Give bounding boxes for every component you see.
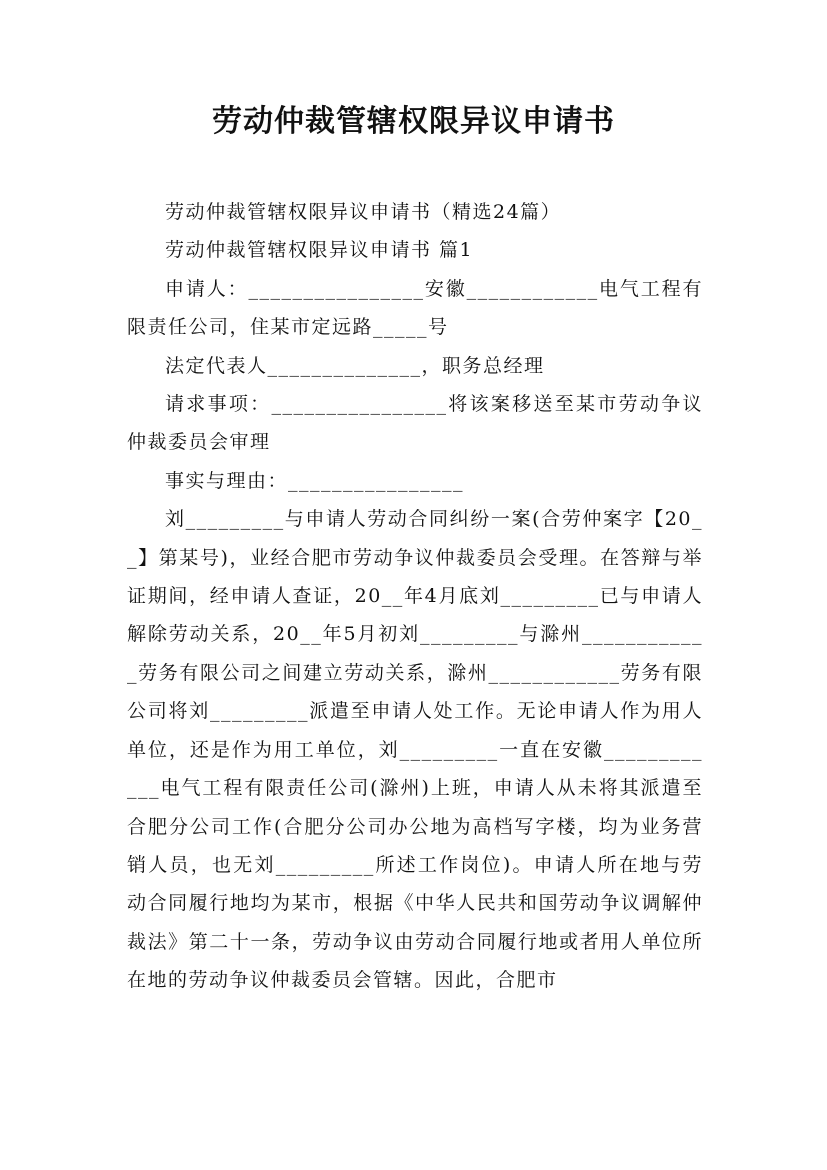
facts-heading-paragraph: 事实与理由：________________	[165, 469, 465, 492]
legal-representative-paragraph: 法定代表人______________，职务总经理	[165, 354, 545, 377]
document-body	[127, 193, 703, 1000]
document-title: 劳动仲裁管辖权限异议申请书	[212, 104, 615, 139]
document-subtitle: 劳动仲裁管辖权限异议申请书（精选24篇）	[165, 201, 562, 223]
request-paragraph: 请求事项：________________将该案移送至某市劳动争议仲裁委员会审理	[127, 393, 703, 454]
section-heading: 劳动仲裁管辖权限异议申请书 篇1	[165, 239, 474, 262]
applicant-paragraph: 申请人：________________安徽____________电气工程有限责任公司，住某市定远路_____号	[127, 277, 703, 339]
facts-body-paragraph: 刘_________与申请人劳动合同纠纷一案(合劳仲案字【20__】第某号)，业经合肥市劳动争议仲裁委员会受理。在答辩与举证期间，经申请人查证，20__年4月底刘_________已与申请人解除劳动关系，20__年5月初刘_________与滁州____________劳务有限公司之间建立劳动关系，滁州____________劳务有限公司将刘_________派遣至申请人处工作。无论申请人作为用人单位，还是作为用工单位，刘_________一直在安徽____________电气工程有限责任公司(滁州)上班，申请人从未将其派遣至合肥分公司工作(合肥分公司办公地为高档写字楼，均为业务营销人员，也无刘_________所述工作岗位)。申请人所在地与劳动合同履行地均为某市，根据《中华人民共和国劳动争议调解仲裁法》第二十一条，劳动争议由劳动合同履行地或者用人单位所在地的劳动争议仲裁委员会管辖。因此，合肥市	[127, 508, 703, 992]
